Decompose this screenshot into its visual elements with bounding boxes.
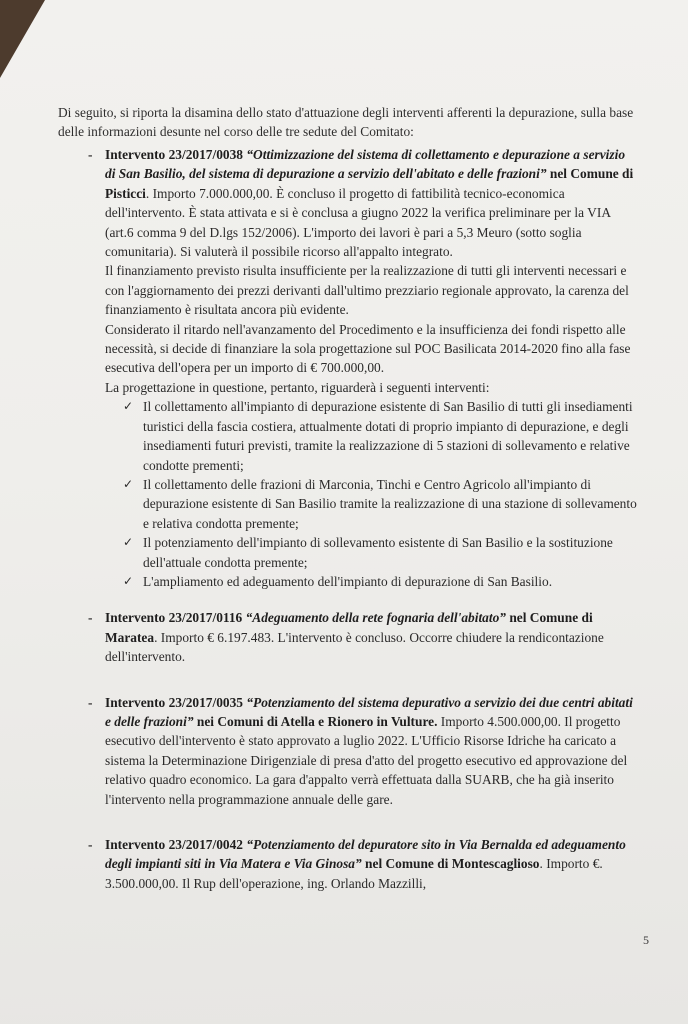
intervention-title: “Adeguamento della rete fognaria dell'abitato” <box>245 610 506 626</box>
check-list-item <box>105 397 638 475</box>
checkmark-icon: ✓ <box>123 476 134 491</box>
intervention-item-0035 <box>58 693 638 809</box>
check-list-item <box>105 572 638 591</box>
item-paragraph <box>105 835 638 893</box>
intervention-code: Intervento 23/2017/0042 <box>105 837 243 852</box>
intervention-location: nei Comuni di Atella e Rionero in Vulture. <box>193 713 438 729</box>
item-paragraph <box>105 693 638 809</box>
checkmark-icon: ✓ <box>123 535 134 550</box>
bullet-dash: - <box>88 694 93 710</box>
check-item-text: L'ampliamento ed adeguamento dell'impianto di depurazione di San Basilio. <box>143 573 553 589</box>
checkmark-icon: ✓ <box>123 573 134 588</box>
page-number: 5 <box>643 933 649 947</box>
intervention-item-0042 <box>58 835 638 893</box>
bullet-dash: - <box>88 610 93 626</box>
item-paragraph-funding: Il finanziamento previsto risulta insufficiente per la realizzazione di tutti gli interventi necessari e con l'aggiornamento dei prezzi derivanti dall'ultimo prezziario regionale approvato, la carenza del finanziamento è risultata ancora più evidente. <box>105 263 629 318</box>
intervention-item-0116 <box>58 608 638 666</box>
item-paragraph-scope: La progettazione in questione, pertanto, riguarderà i seguenti interventi: <box>105 379 490 395</box>
check-item-text: Il collettamento all'impianto di depurazione esistente di San Basilio di tutti gli insediamenti turistici della fascia costiera, attualmente dotati di proprio impianto di depurazione, e degli insediamenti futuri previsti, tramite la realizzazione di 5 stazioni di sollevamento e relative condotte prementi; <box>143 399 633 473</box>
check-item-text: Il collettamento delle frazioni di Marconia, Tinchi e Centro Agricolo all'impianto di depurazione esistente di San Basilio tramite la realizzazione di una stazione di sollevamento e relativa condotta premente; <box>143 476 637 531</box>
intervention-code: Intervento 23/2017/0035 <box>105 694 243 710</box>
item-paragraph-decision: Considerato il ritardo nell'avanzamento del Procedimento e la insufficienza dei fondi rispetto alle necessità, si decide di finanziare la sola progettazione sul POC Basilicata 2014-2020 fino alla fase esecutiva dell'opera per un importo di € 700.000,00. <box>105 321 631 376</box>
bullet-dash: - <box>88 147 93 162</box>
check-list-item <box>105 533 638 572</box>
document-body <box>58 103 638 893</box>
intervention-details: Importo 4.500.000,00. Il progetto esecutivo dell'intervento è stato approvato a luglio 2022. L'Ufficio Risorse Idriche ha caricato a sistema la Determinazione Dirigenziale di presa d'atto del progetto esecutivo ed approvazione del relativo quadro economico. La gara d'appalto verrà effettuata dalla SUARB, che ha già inserito l'intervento nella programmazione annuale delle gare. <box>105 713 628 807</box>
intervention-title: “Potenziamento del sistema depurativo a servizio dei due centri abitati e delle frazioni” <box>105 694 633 729</box>
checkmark-icon: ✓ <box>123 399 134 414</box>
intervention-location: nel Comune di Pisticci <box>105 166 634 201</box>
intervention-item-0038 <box>58 145 638 591</box>
intervention-location: nel Comune di Montescaglioso <box>361 856 540 872</box>
item-paragraph <box>105 145 638 261</box>
intro-paragraph: Di seguito, si riporta la disamina dello stato d'attuazione degli interventi afferenti la depurazione, sulla base delle informazioni desunte nel corso delle tre sedute del Comitato: <box>58 105 634 139</box>
intervention-title: “Potenziamento del depuratore sito in Via Bernalda ed adeguamento degli impianti siti in Via Matera e Via Ginosa” <box>105 837 626 872</box>
intervention-location: nel Comune di Maratea <box>105 610 593 645</box>
check-item-text: Il potenziamento dell'impianto di sollevamento esistente di San Basilio e la sostituzione dell'attuale condotta premente; <box>143 535 613 570</box>
check-list <box>105 397 638 591</box>
intervention-details: . Importo € 6.197.483. L'intervento è concluso. Occorre chiudere la rendicontazione dell'intervento. <box>105 629 604 665</box>
intervention-details: . Importo €. 3.500.000,00. Il Rup dell'operazione, ing. Orlando Mazzilli, <box>105 856 603 891</box>
intervention-details: . Importo 7.000.000,00. È concluso il progetto di fattibilità tecnico-economica dell'intervento. È stata attivata e si è conclusa a giugno 2022 la verifica preliminare per la VIA (art.6 comma 9 del D.lgs 152/2006). L'importo dei lavori è pari a 5,3 Meuro (sotto soglia comunitaria). Si valuterà il possibile ricorso all'appalto integrato. <box>105 185 611 260</box>
bullet-dash: - <box>88 837 93 852</box>
check-list-item <box>105 475 638 533</box>
intervention-code: Intervento 23/2017/0116 <box>105 610 243 626</box>
intervention-code: Intervento 23/2017/0038 <box>105 147 243 162</box>
photo-background-corner <box>0 0 45 78</box>
intervention-title: “Ottimizzazione del sistema di collettamento e depurazione a servizio di San Basilio, del sistema di depurazione a servizio dell'abitato e delle frazioni” <box>105 147 626 182</box>
item-paragraph <box>105 608 638 666</box>
